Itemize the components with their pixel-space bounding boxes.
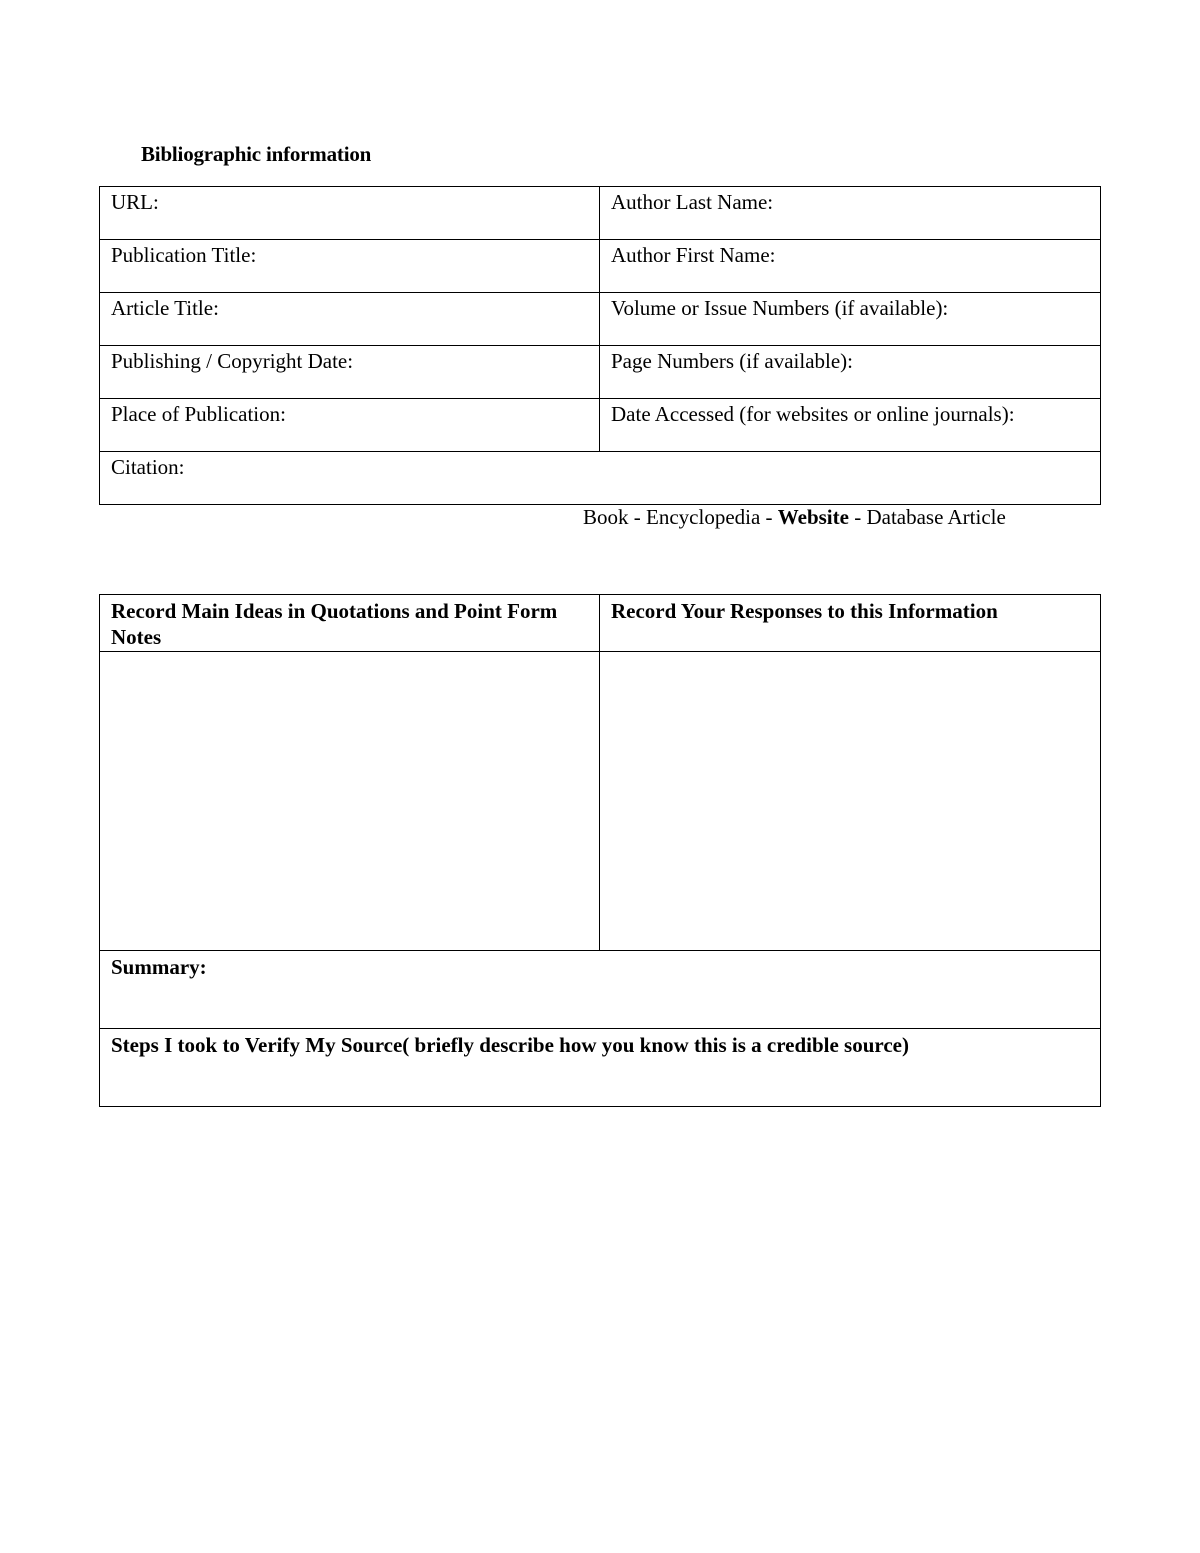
table-row xyxy=(100,452,1101,505)
verify-source-label: Steps I took to Verify My Source( briefly describe how you know this is a credible source) xyxy=(111,1033,909,1057)
source-type-database[interactable]: Database Article xyxy=(866,505,1006,529)
main-ideas-header: Record Main Ideas in Quotations and Point Form Notes xyxy=(100,595,600,652)
article-title-field[interactable] xyxy=(100,293,600,346)
summary-field[interactable] xyxy=(100,951,1101,1029)
table-row xyxy=(100,240,1101,293)
author-first-name-field[interactable] xyxy=(600,240,1101,293)
page-numbers-field[interactable] xyxy=(600,346,1101,399)
date-accessed-field[interactable] xyxy=(600,399,1101,452)
copyright-date-label: Publishing / Copyright Date: xyxy=(111,349,354,373)
table-row xyxy=(100,595,1101,652)
bibliographic-table xyxy=(99,186,1101,505)
author-first-name-label: Author First Name: xyxy=(611,243,776,267)
citation-field[interactable] xyxy=(100,452,1101,505)
table-row xyxy=(100,652,1101,951)
publication-title-label: Publication Title: xyxy=(111,243,257,267)
url-label: URL: xyxy=(111,190,159,214)
article-title-label: Article Title: xyxy=(111,296,219,320)
volume-issue-label: Volume or Issue Numbers (if available): xyxy=(611,296,949,320)
source-type-options xyxy=(583,505,1006,530)
author-last-name-field[interactable] xyxy=(600,187,1101,240)
main-ideas-field[interactable] xyxy=(100,652,600,951)
copyright-date-field[interactable] xyxy=(100,346,600,399)
place-of-publication-label: Place of Publication: xyxy=(111,402,286,426)
source-type-book[interactable]: Book xyxy=(583,505,629,529)
notes-table xyxy=(99,594,1101,1107)
separator: - xyxy=(628,505,647,529)
responses-field[interactable] xyxy=(600,652,1101,951)
summary-label: Summary: xyxy=(111,955,207,979)
table-row xyxy=(100,187,1101,240)
date-accessed-label: Date Accessed (for websites or online journals): xyxy=(611,402,1015,426)
separator: - xyxy=(848,505,867,529)
source-type-encyclopedia[interactable]: Encyclopedia xyxy=(646,505,761,529)
publication-title-field[interactable] xyxy=(100,240,600,293)
place-of-publication-field[interactable] xyxy=(100,399,600,452)
author-last-name-label: Author Last Name: xyxy=(611,190,774,214)
separator: - xyxy=(760,505,778,529)
source-type-website[interactable]: Website xyxy=(777,505,849,529)
page-numbers-label: Page Numbers (if available): xyxy=(611,349,853,373)
section-heading: Bibliographic information xyxy=(141,142,372,166)
table-row xyxy=(100,293,1101,346)
responses-header: Record Your Responses to this Information xyxy=(600,595,1101,652)
table-row xyxy=(100,951,1101,1029)
table-row xyxy=(100,399,1101,452)
volume-issue-field[interactable] xyxy=(600,293,1101,346)
table-row xyxy=(100,346,1101,399)
citation-label: Citation: xyxy=(111,455,185,479)
verify-source-field[interactable] xyxy=(100,1029,1101,1107)
url-field[interactable] xyxy=(100,187,600,240)
table-row xyxy=(100,1029,1101,1107)
